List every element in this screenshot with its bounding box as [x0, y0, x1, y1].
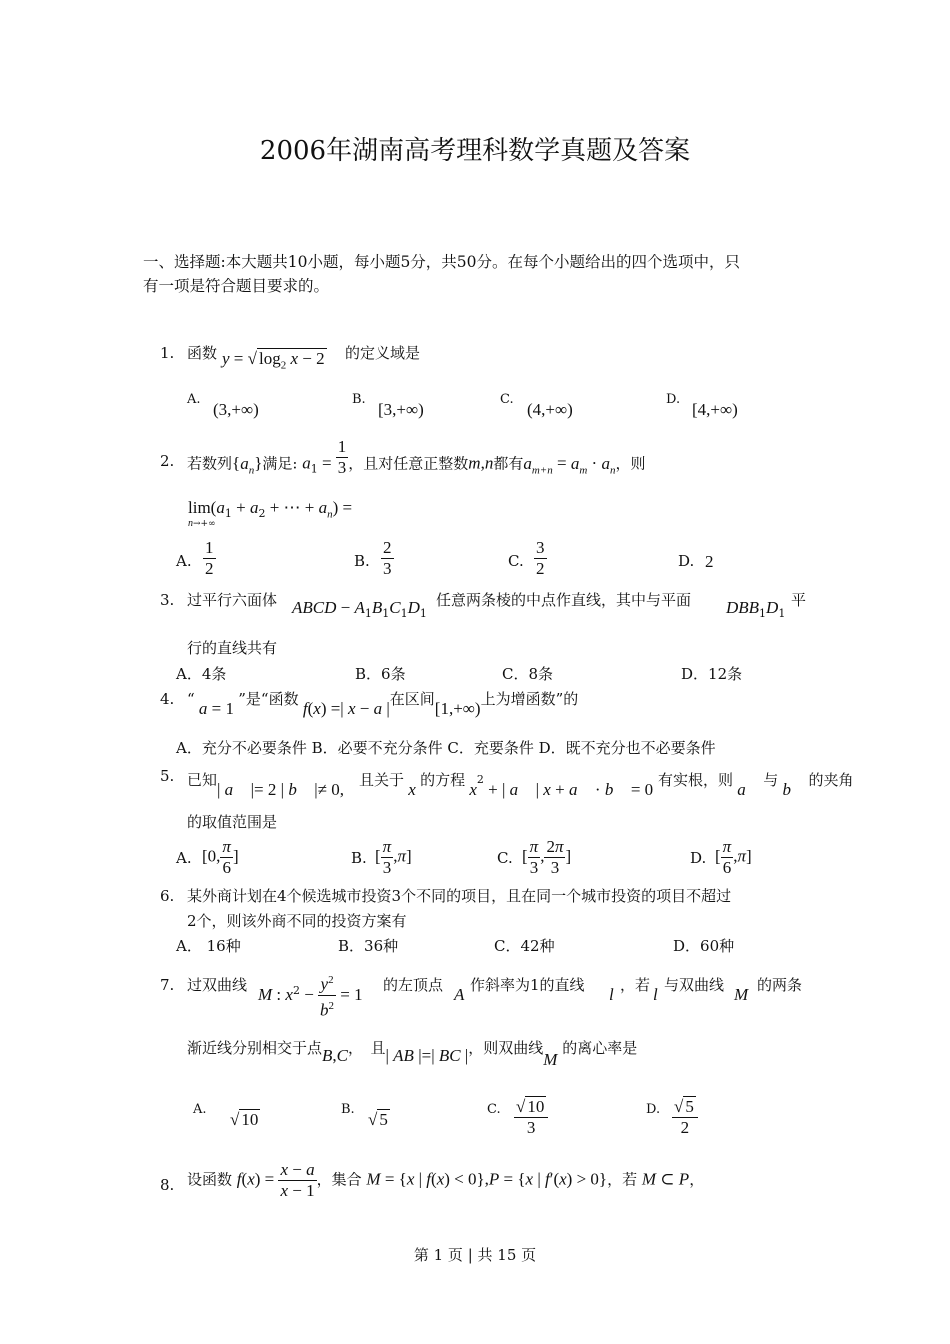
q7-line2: 渐近线分别相交于点B,C， 且| AB |=| BC |，则双曲线M 的离心率是: [187, 1039, 638, 1069]
q2-limit-sub: n→+∞: [188, 518, 216, 529]
q1-prefix: 函数: [187, 344, 218, 362]
q7-option-b: √ 5: [368, 1110, 388, 1129]
q5-option-b-label: B.: [351, 849, 367, 867]
q7-pre: 过双曲线: [187, 976, 248, 994]
page-title: 2006年湖南高考理科数学真题及答案: [259, 136, 691, 166]
q2-option-c-label: C.: [508, 552, 524, 570]
q5-option-d-label: D.: [690, 849, 707, 867]
q7-curve-m: M: [734, 985, 749, 1004]
q8-number: 8.: [160, 1176, 175, 1194]
q2-option-d: 2: [705, 552, 714, 571]
q5-option-a: [0, $\frac{\pi}{6}$ ]: [202, 837, 239, 877]
q2-option-d-label: D.: [678, 552, 695, 570]
q7-line-l: l: [609, 985, 614, 1004]
q6-line2: 2个，则该外商不同的投资方案有: [187, 912, 407, 930]
q7-option-d: $\frac{√ 5}{2}$: [672, 1097, 698, 1138]
q5-option-b: [ $\frac{\pi}{3}$ ,π]: [375, 837, 412, 877]
q6-option-b: B．36种: [338, 937, 399, 955]
q2-option-b-label: B.: [354, 552, 370, 570]
q6-option-c: C．42种: [494, 937, 555, 955]
q7-curve: M : $x^2$ − $\frac{y^2}{b^2}$ = 1: [258, 972, 363, 1020]
q8-text: 设函数 f(x) = $\frac{x - a}{x - 1}$ ，集合 M = {x | f(x) < 0},P = {x | f′(x) > 0}，若 M ⊂ P，: [187, 1160, 705, 1200]
q7-number: 7.: [160, 976, 175, 994]
q6-option-d: D．60种: [673, 937, 735, 955]
q5-option-c-label: C.: [497, 849, 513, 867]
q2-option-c: $\frac{3}{2}$: [536, 538, 545, 578]
q1-formula: y = √ $\log_2 x - 2$: [222, 349, 325, 372]
q7-point-a: A: [454, 985, 465, 1004]
q7-mid1: 的左顶点: [383, 976, 444, 994]
q4-options: A．充分不必要条件 B．必要不充分条件 C．充要条件 D．既不充分也不必要条件: [176, 739, 716, 757]
q5-option-d: [ $\frac{\pi}{6}$ ,π]: [715, 837, 752, 877]
q2-line1: 若数列$\{a_n\}$满足: $a_1$ = $\frac{1}{3}$ ，且对任意正整数m,n都有$a_{m+n} = a_m \cdot a_n$，则: [187, 437, 646, 477]
section-intro-line1: 一、选择题:本大题共10小题，每小题5分，共50分。在每个小题给出的四个选项中，只: [143, 253, 741, 271]
q7-option-d-label: D.: [646, 1102, 661, 1117]
q1-option-d-label: D.: [666, 392, 681, 407]
q1-suffix: 的定义域是: [345, 344, 421, 362]
q7-option-a: √ 10: [230, 1110, 259, 1129]
q3-number: 3.: [160, 591, 175, 609]
q6-line1: 某外商计划在4个候选城市投资3个不同的项目，且在同一个城市投资的项目不超过: [187, 887, 732, 905]
q3-text-a: 过平行六面体: [187, 591, 278, 609]
q3-line2: 行的直线共有: [187, 639, 278, 657]
q1-option-c-label: C.: [500, 392, 514, 407]
q5-text: 已知| a⃗ |= 2 | b⃗ |≠ 0, 且关于 x 的方程 $x^2$ + | a⃗ | x + a⃗ · b⃗ = 0 有实根，则 a⃗ 与 b⃗ 的夹角: [187, 771, 854, 799]
q7-option-b-label: B.: [341, 1102, 355, 1117]
q5-option-a-label: A.: [176, 849, 192, 867]
q3-plane: $DBB_1D_1$: [726, 598, 786, 620]
q7-mid5: 的两条: [757, 976, 803, 994]
q7-line-l2: l: [653, 985, 658, 1004]
q1-option-a: (3,+∞): [213, 400, 259, 419]
q5-option-c: [ $\frac{\pi}{3}$ , $\frac{2\pi}{3}$ ]: [522, 837, 572, 877]
q1-number: 1.: [160, 344, 175, 362]
q7-mid2: 作斜率为1的直线: [470, 976, 585, 994]
q2-limit: $\lim(a_1 + a_2$ + ⋯ + $a_n$) =: [188, 498, 353, 521]
q1-option-c: (4,+∞): [527, 400, 573, 419]
q4-number: 4.: [160, 690, 175, 708]
q5-line2: 的取值范围是: [187, 813, 278, 831]
q1-option-a-label: A.: [187, 392, 201, 407]
q7-option-a-label: A.: [193, 1102, 207, 1117]
q1-option-d: [4,+∞): [692, 400, 738, 419]
q5-number: 5.: [160, 767, 175, 785]
q6-number: 6.: [160, 887, 175, 905]
q4-text: “ a = 1 ”是“函数 f(x) =| x − a |在区间[1,+∞)上为增函数”的: [187, 690, 579, 718]
q2-option-b: $\frac{2}{3}$: [383, 538, 392, 578]
q3-option-b: B．6条: [355, 665, 406, 683]
q3-solid: ABCD − $A_1B_1C_1D_1$: [292, 598, 427, 620]
q3-text-b: 任意两条棱的中点作直线，其中与平面: [436, 591, 692, 609]
q2-number: 2.: [160, 452, 175, 470]
q7-option-c: $\frac{√ 10}{3}$: [514, 1097, 548, 1138]
q7-option-c-label: C.: [487, 1102, 501, 1117]
q1-option-b: [3,+∞): [378, 400, 424, 419]
q1-option-b-label: B.: [352, 392, 366, 407]
page-footer: 第 1 页 | 共 15 页: [413, 1246, 537, 1264]
q7-mid4: 与双曲线: [664, 976, 725, 994]
section-intro-line2: 有一项是符合题目要求的。: [143, 277, 330, 295]
q3-option-c: C．8条: [502, 665, 554, 683]
q3-text-c: 平: [791, 591, 807, 609]
q7-mid3: ，若: [620, 976, 651, 994]
q6-option-a: A． 16种: [176, 937, 241, 955]
q2-option-a: $\frac{1}{2}$: [205, 538, 214, 578]
q2-option-a-label: A.: [176, 552, 192, 570]
q3-option-d: D．12条: [681, 665, 743, 683]
q3-option-a: A．4条: [176, 665, 227, 683]
